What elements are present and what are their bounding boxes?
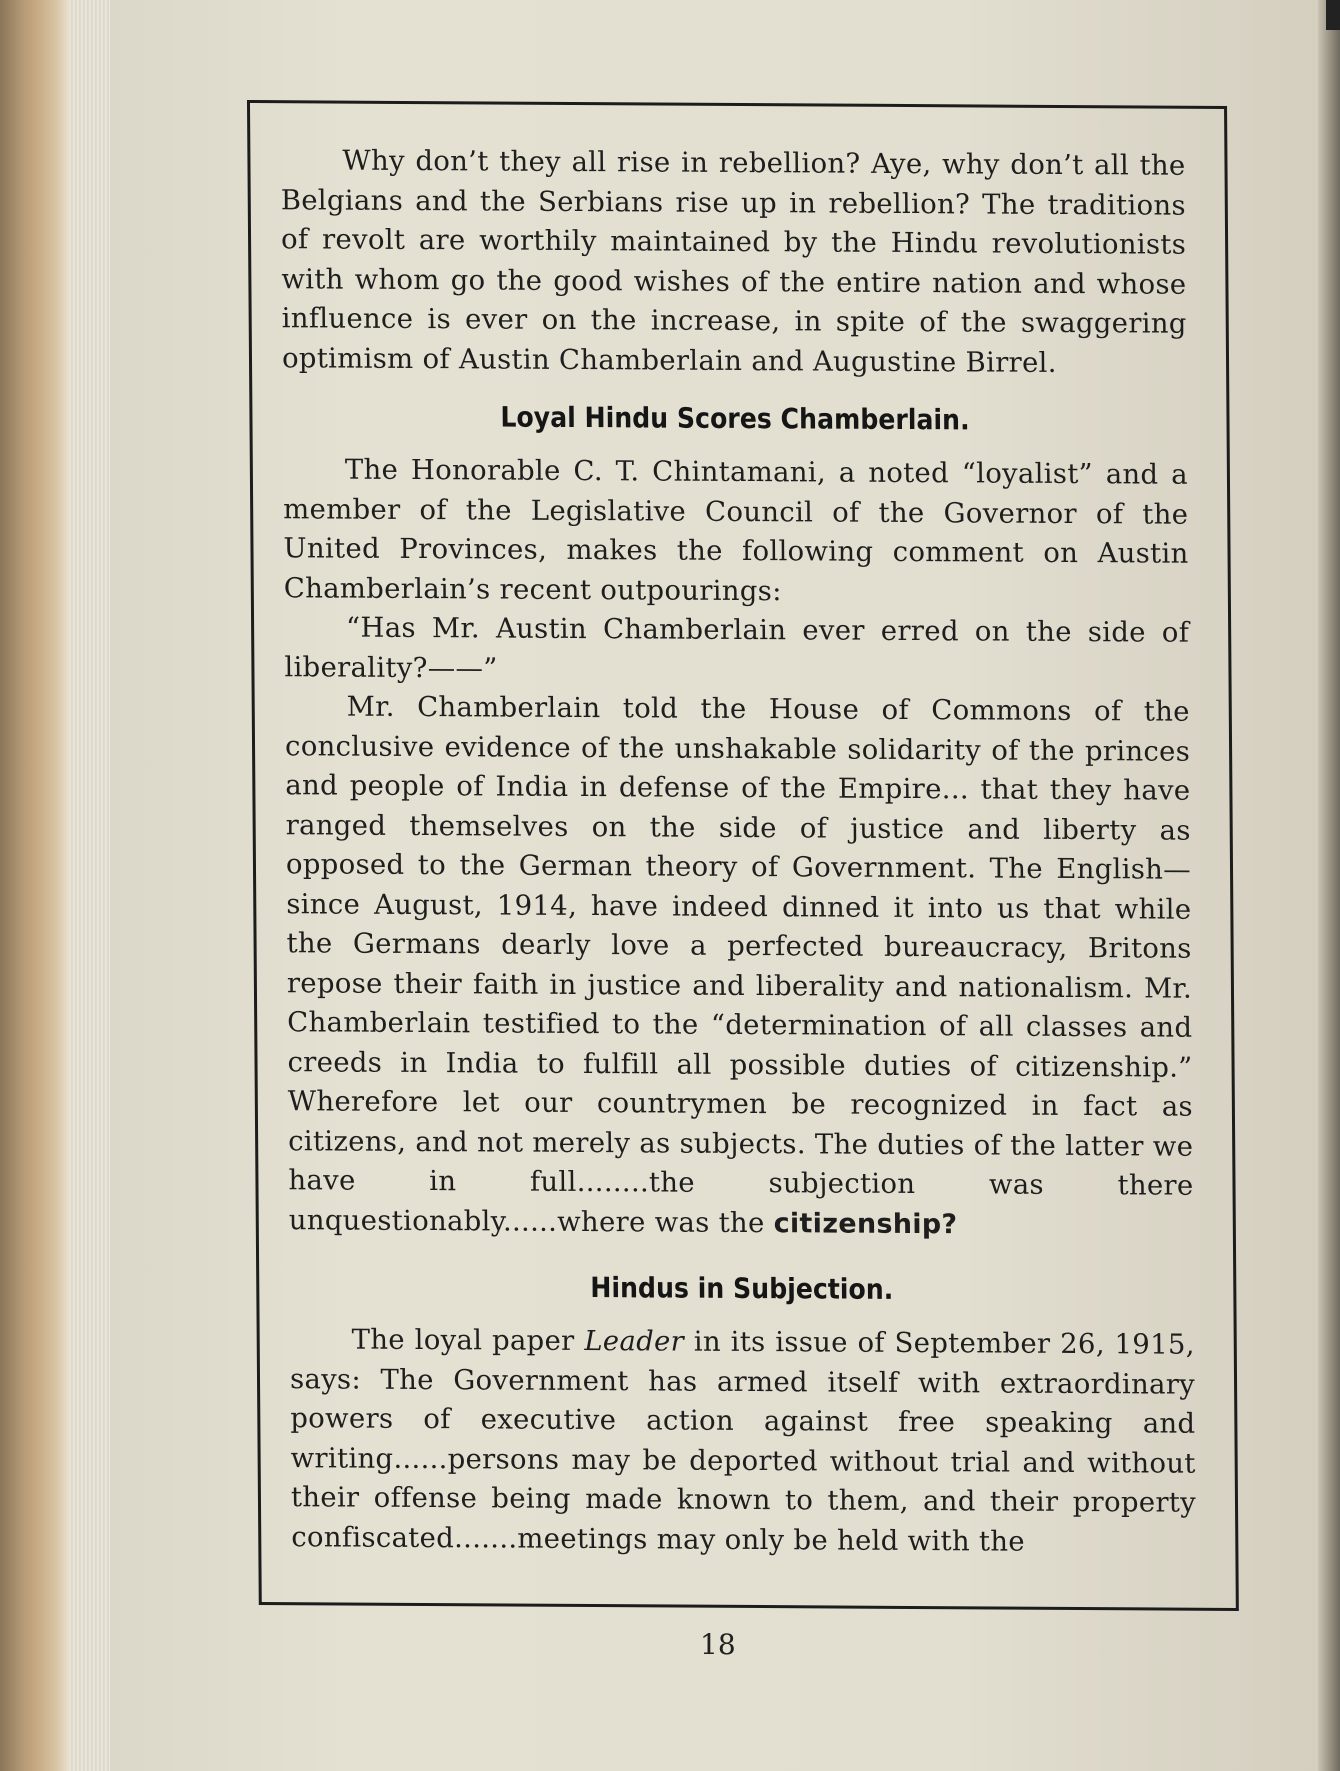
paragraph-3 <box>285 687 1194 1246</box>
page-edges <box>70 0 110 1771</box>
text-frame <box>247 100 1239 1611</box>
page-number: 18 <box>700 1628 736 1661</box>
corner-shadow <box>1326 0 1340 30</box>
heading-loyal-hindu: Loyal Hindu Scores Chamberlain. <box>500 400 970 437</box>
paragraph-4 <box>290 1320 1197 1563</box>
paragraph-2: The Honorable C. T. Chintamani, a noted “loyalist” and a member of the Legislative Council of the Governor of the United Provinces, makes the following comment on Austin Chamberlain’s recent outpourings: <box>283 453 1189 607</box>
paragraph-4-start: The loyal paper <box>351 1323 575 1357</box>
paragraph-3-text: Mr. Chamberlain told the House of Commons of the conclusive evidence of the unshakable solidarity of the princes and people of India in defense of the Empire... that they have ranged themselves on the side of justice and liberty as opposed to the German theory of Government. The English—since August, 1914, have indeed dinned it into us that while the Germans dearly love a perfected bureaucracy, Britons repose their faith in justice and liberality and nationalism. Mr. Chamberlain testified to the “determination of all classes and creeds in India to fulfill all possible duties of citizenship.” Wherefore let our countrymen be recognized in fact as citizens, and not merely as subjects. The duties of the latter we have in full........the subjection was there unquestionably......where was the <box>284 690 1194 1239</box>
book-spine <box>0 0 70 1771</box>
leader-italic: Leader <box>584 1324 685 1358</box>
heading-hindus-subjection: Hindus in Subjection. <box>590 1271 894 1306</box>
paragraph-1: Why don’t they all rise in rebellion? Aye, why don’t all the Belgians and the Serbians rise up in rebellion? The traditions of revolt are worthily maintained by the Hindu revolutionists with whom go the good wishes of the entire nation and whose influence is ever on the increase, in spite of the swaggering optimism of Austin Chamberlain and Augustine Birrel. <box>280 144 1187 379</box>
quote-1: “Has Mr. Austin Chamberlain ever erred on the side of liberality?——” <box>284 611 1190 684</box>
paragraph-4-rest: in its issue of September 26, 1915, says: The Government has armed itself with extraordinary powers of executive action against free speaking and writing......persons may be deported without trial and without their offense being made known to them, and their property confiscated.......meetings may only be held with the <box>289 1325 1197 1558</box>
citizenship-bold: citizenship? <box>773 1207 958 1240</box>
page-content <box>280 141 1196 1563</box>
right-page-edge <box>1318 0 1340 1771</box>
